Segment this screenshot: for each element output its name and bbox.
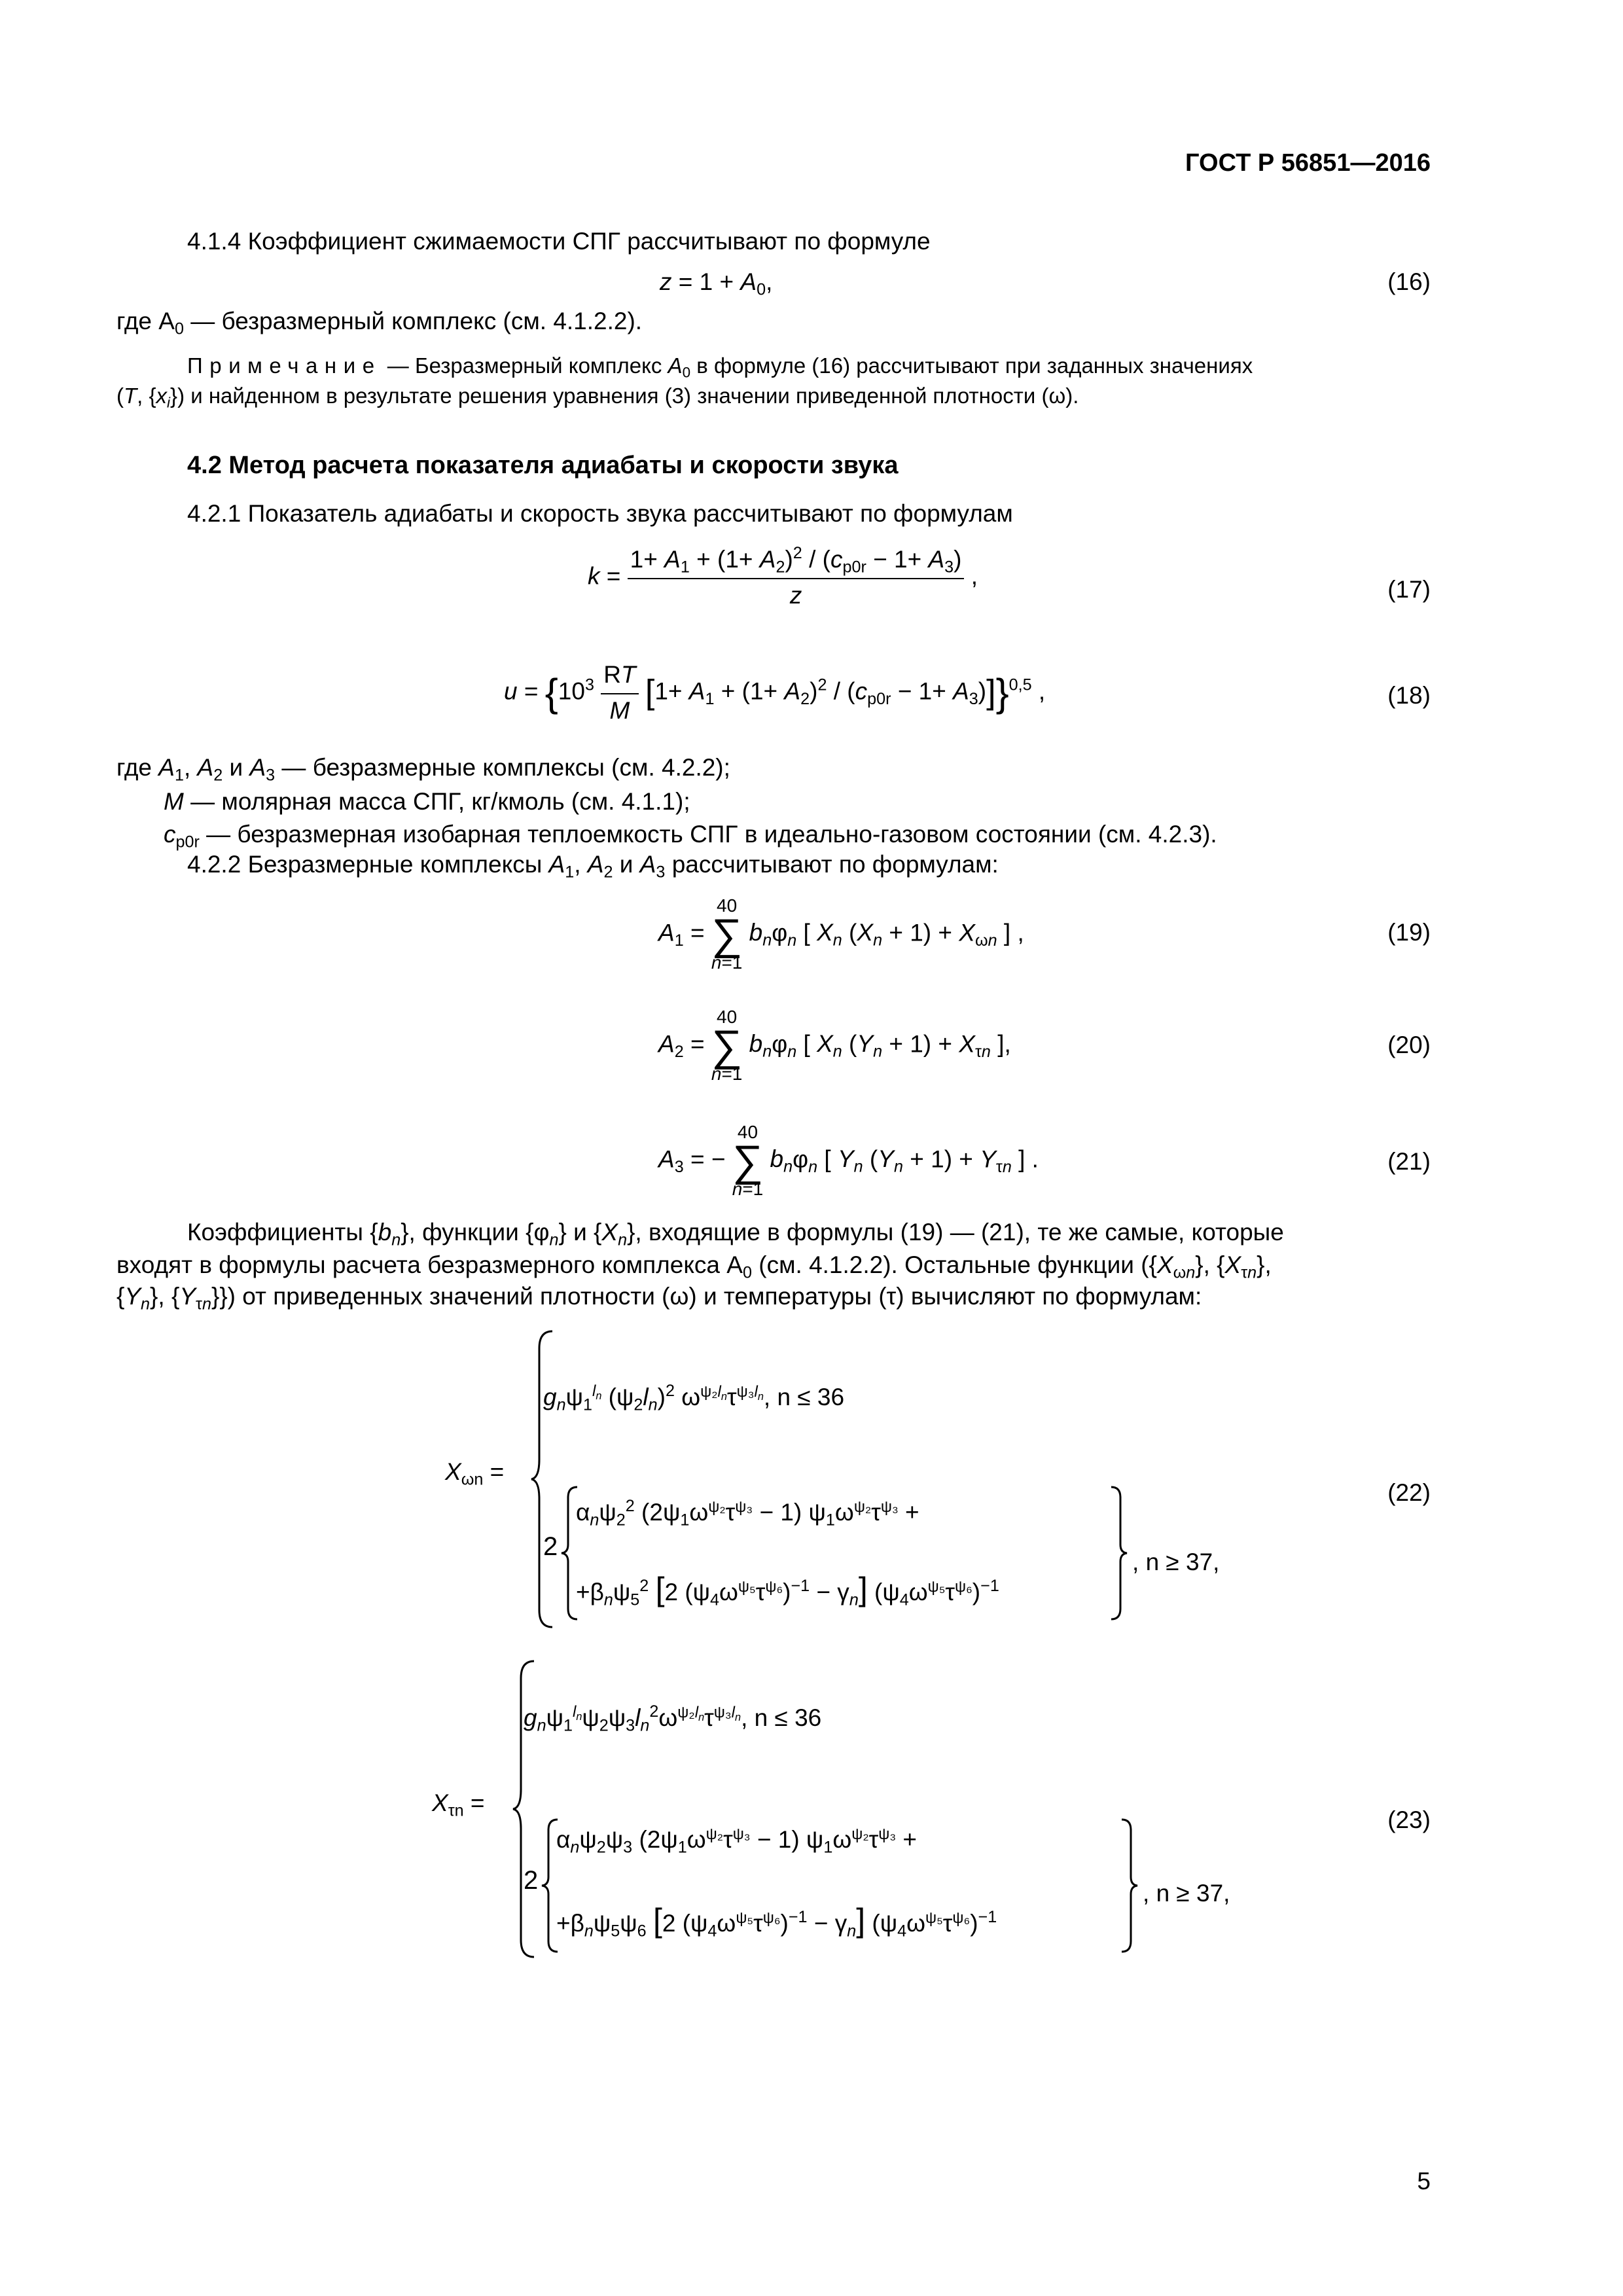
where-a1-a2-a3: где $A_1$, $A_2$ и $A_3$ — безразмерные комплексы (см. 4.2.2);: [116, 754, 730, 785]
paragraph-4-1-4: 4.1.4 Коэффициент сжимаемости СПГ рассчитывают по формуле: [187, 228, 931, 255]
equation-number-22: (22): [1387, 1479, 1431, 1506]
formula-23-brace: [510, 1659, 537, 1960]
formula-23-case-2-line-2: $+\beta_n\psi_5\psi_6$ [2 $(\psi_4\omega^{\psi_5}\tau^{\psi_6})^{-1} - \gamma_n$] $(\psi_4\omega^{\psi_5}\tau^{\psi_6})^{-1}$: [556, 1902, 997, 1941]
formula-17: k = $\frac{1+ A_1 + (1+ A_2)^2 / (c_{p0r} - 1+ A_3)}{z}$ ,: [588, 544, 978, 609]
equation-number-19: (19): [1387, 919, 1431, 946]
formula-22-case-2-factor: 2: [543, 1532, 558, 1561]
equation-number-17: (17): [1387, 576, 1431, 603]
formula-18: $u = \{10^3$ $\frac{RT}{M}$ $[1+ A_1 + (1+ A_2)^2 / (c_{p0r} - 1+ A_3)]\}^{0,5}$ ,: [504, 661, 1046, 724]
formula-22-case-2-line-1: $\alpha_n\psi_2^2$ $(2\psi_1\omega^{\psi_2}\tau^{\psi_3} - 1) \psi_1\omega^{\psi_2}\tau^{\psi_3}$ +: [576, 1497, 919, 1530]
note-line-2: (T, $\{x_i\}$) и найденном в результате решения уравнения (3) значении приведенной плотности (ω).: [116, 384, 1079, 411]
paragraph-4-2-1: 4.2.1 Показатель адиабаты и скорость звука рассчитывают по формулам: [187, 500, 1013, 527]
paragraph-coefficients-line-1: Коэффициенты $\{b_n\}$, функции $\{\varphi_n\}$ и $\{X_n\}$, входящие в формулы (19) — (21), те же самые, которые: [187, 1219, 1284, 1249]
formula-23-case-1: $g_n\psi_1^{l_n}\psi_2\psi_3l_n^2\omega^{\psi_2l_n}\tau^{\psi_3l_n}$, n ≤ 36: [524, 1702, 822, 1735]
formula-23-case-2-condition: , n ≥ 37,: [1143, 1880, 1230, 1907]
where-a0: где $A_0$ — безразмерный комплекс (см. 4.1.2.2).: [116, 308, 643, 338]
where-m: M — молярная масса СПГ, кг/кмоль (см. 4.1.1);: [164, 788, 690, 815]
formula-23-inner-brace-right: [1119, 1817, 1139, 1954]
formula-23-case-2-factor: 2: [524, 1866, 539, 1895]
page-number: 5: [1417, 2168, 1431, 2195]
formula-23-case-2-line-1: $\alpha_n\psi_2\psi_3$ $(2\psi_1\omega^{\psi_2}\tau^{\psi_3} - 1) \psi_1\omega^{\psi_2}\tau^{\psi_3}$ +: [556, 1825, 918, 1857]
note-line-1: Примечание — Безразмерный комплекс $A_0$ в формуле (16) рассчитывают при заданных значениях: [187, 353, 1253, 381]
formula-23-lhs: $X_{\tau n}$ =: [432, 1789, 485, 1820]
formula-22-brace: [529, 1329, 555, 1630]
where-cp0r: $c_{p0r}$ — безразмерная изобарная теплоемкость СПГ в идеально-газовом состоянии (см. 4.2.3).: [164, 821, 1217, 852]
equation-number-23: (23): [1387, 1806, 1431, 1833]
paragraph-coefficients-line-3: $\{Y_n\}$, $\{Y_{\tau n}\}$}) от приведенных значений плотности (ω) и температуры (τ) вычисляют по формулам:: [116, 1283, 1202, 1314]
section-heading-4-2: 4.2 Метод расчета показателя адиабаты и скорости звука: [187, 452, 899, 479]
formula-22-case-1: $g_n\psi_1^{l_n}$ $(\psi_2l_n)^2$ $\omega^{\psi_2l_n}\tau^{\psi_3l_n}$, n ≤ 36: [543, 1382, 845, 1414]
formula-16: $z = 1 + A_0$,: [660, 268, 773, 299]
formula-22-inner-brace-right: [1109, 1484, 1128, 1622]
equation-number-21: (21): [1387, 1148, 1431, 1175]
equation-number-20: (20): [1387, 1031, 1431, 1058]
paragraph-4-2-2: 4.2.2 Безразмерные комплексы $A_1$, $A_2$ и $A_3$ рассчитывают по формулам:: [187, 851, 999, 882]
formula-20: $A_2$ = 40 ∑ n=1 $b_n\varphi_n$ [ $X_n$ $(Y_n + 1) + X_{\tau n}$ ],: [658, 1007, 1011, 1085]
document-code: ГОСТ Р 56851—2016: [1185, 149, 1431, 177]
formula-22-case-2-line-2: $+\beta_n\psi_5^2$ [2 $(\psi_4\omega^{\psi_5}\tau^{\psi_6})^{-1} - \gamma_n$] $(\psi_4\omega^{\psi_5}\tau^{\psi_6})^{-1}$: [576, 1571, 999, 1609]
equation-number-16: (16): [1387, 268, 1431, 295]
formula-22-lhs: $X_{\omega n}$ =: [445, 1458, 505, 1489]
formula-21: $A_3$ = − 40 ∑ n=1 $b_n\varphi_n$ [ $Y_n$ $(Y_n + 1) + Y_{\tau n}$ ] .: [658, 1122, 1039, 1200]
formula-22-case-2-condition: , n ≥ 37,: [1132, 1549, 1220, 1575]
paragraph-coefficients-line-2: входят в формулы расчета безразмерного комплекса $A_0$ (см. 4.1.2.2). Остальные функции ($\{X_{\omega n}\}$, $\{X_{\tau n}\}$,: [116, 1251, 1272, 1282]
formula-19: $A_1$ = 40 ∑ n=1 $b_n\varphi_n$ [ $X_n$ $(X_n + 1) + X_{\omega n}$ ] ,: [658, 895, 1024, 973]
equation-number-18: (18): [1387, 682, 1431, 709]
